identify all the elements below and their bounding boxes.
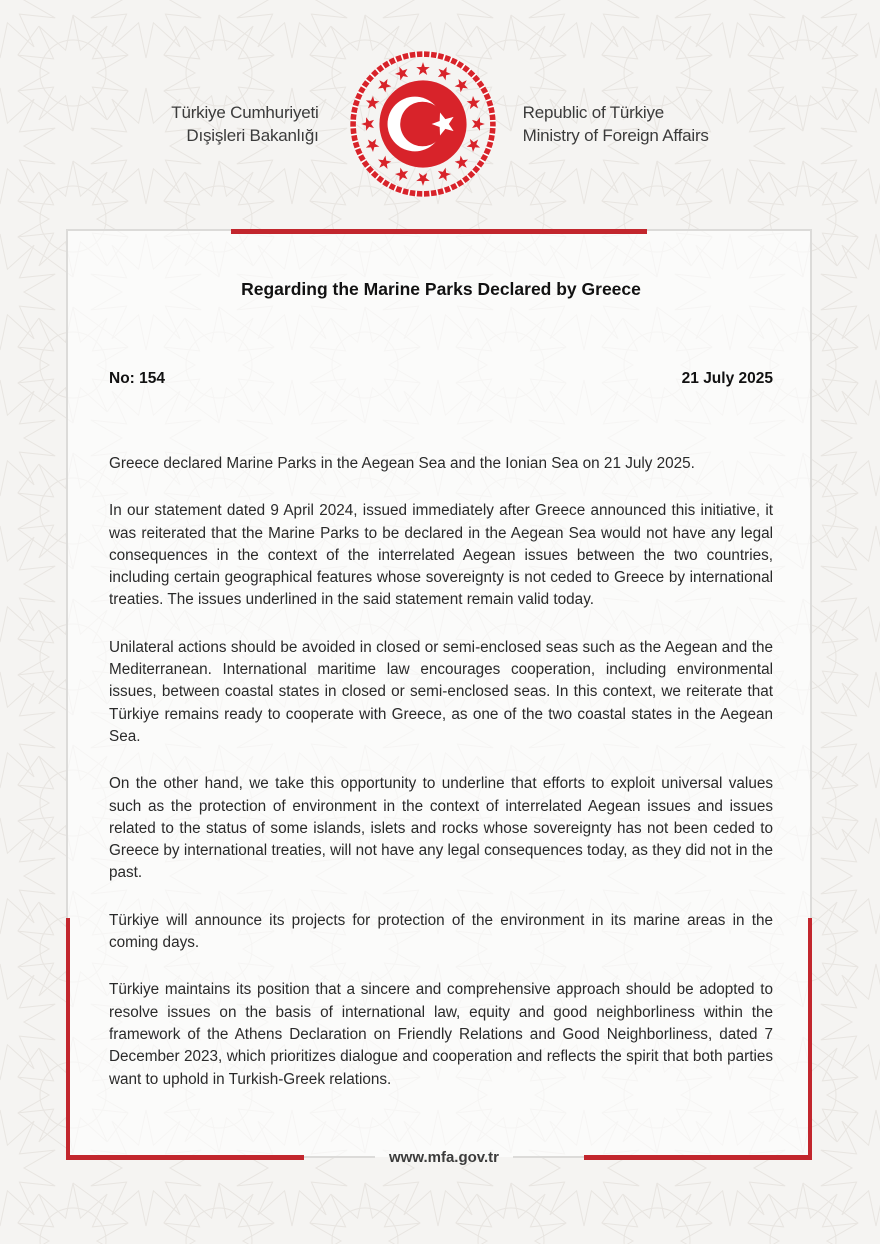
- document-number: No: 154: [109, 370, 165, 387]
- bottom-accent-bar-right: [584, 1155, 812, 1160]
- org-name-english: [523, 101, 709, 147]
- body-paragraph: Unilateral actions should be avoided in closed or semi-enclosed seas such as the Aegean and the Mediterranean. International maritime law encourages cooperation, including environmental issues, between coastal states in closed or semi-enclosed seas. In this context, we reiterate that Türkiye remains ready to cooperate with Greece, as one of the two coastal states in the Aegean Sea.: [109, 638, 773, 745]
- letterhead: [0, 48, 880, 200]
- org-name-tr-line2: Dışişleri Bakanlığı: [186, 126, 319, 145]
- org-name-en-line1: Republic of Türkiye: [522, 103, 665, 122]
- footer-url: www.mfa.gov.tr: [389, 1148, 500, 1166]
- body-paragraph: In our statement dated 9 April 2024, issued immediately after Greece announced this initiative, it was reiterated that the Marine Parks to be declared in the Aegean Sea would not have any legal consequences in the context of the interrelated Aegean issues between the two countries, including certain geographical features whose sovereignty is not ceded to Greece by international treaties. The issues underlined in the said statement remain valid today.: [109, 502, 773, 609]
- document-date: 21 July 2025: [681, 370, 773, 387]
- body-paragraph: Türkiye maintains its position that a sincere and comprehensive approach should be adopted to resolve issues on the basis of international law, equity and good neighborliness within the framework of the Athens Declaration on Friendly Relations and Good Neighborliness, dated 7 December 2023, which prioritizes dialogue and cooperation and reflects the spirit that both parties want to uphold in Turkish-Greek relations.: [109, 981, 773, 1088]
- footer-divider-left: [304, 1156, 375, 1158]
- press-release-card: [66, 229, 812, 1166]
- body-paragraph: Greece declared Marine Parks in the Aegean Sea and the Ionian Sea on 21 July 2025.: [109, 455, 695, 472]
- footer-divider-right: [513, 1156, 584, 1158]
- bottom-accent-bar-left: [66, 1155, 304, 1160]
- body-paragraph: Türkiye will announce its projects for protection of the environment in its marine areas in the coming days.: [109, 911, 773, 952]
- document-meta-row: [109, 369, 773, 389]
- top-accent-bar: [231, 229, 647, 234]
- org-name-turkish: [171, 101, 318, 147]
- document-title: Regarding the Marine Parks Declared by Greece: [241, 279, 641, 299]
- turkiye-mfa-emblem-icon: [347, 48, 499, 200]
- left-accent-bar: [66, 918, 70, 1157]
- body-paragraph: On the other hand, we take this opportunity to underline that efforts to exploit universal values such as the protection of environment in the context of interrelated Aegean issues and issues related to the status of some islands, islets and rocks whose sovereignty has not been ceded to Greece by international treaties, will not have any legal consequences today, as they did not in the past.: [109, 775, 773, 882]
- org-name-en-line2: Ministry of Foreign Affairs: [522, 126, 709, 145]
- right-accent-bar: [808, 918, 812, 1157]
- document-body: [109, 453, 773, 1091]
- org-name-tr-line1: Türkiye Cumhuriyeti: [171, 103, 319, 122]
- bottom-border-strip: [66, 1148, 812, 1166]
